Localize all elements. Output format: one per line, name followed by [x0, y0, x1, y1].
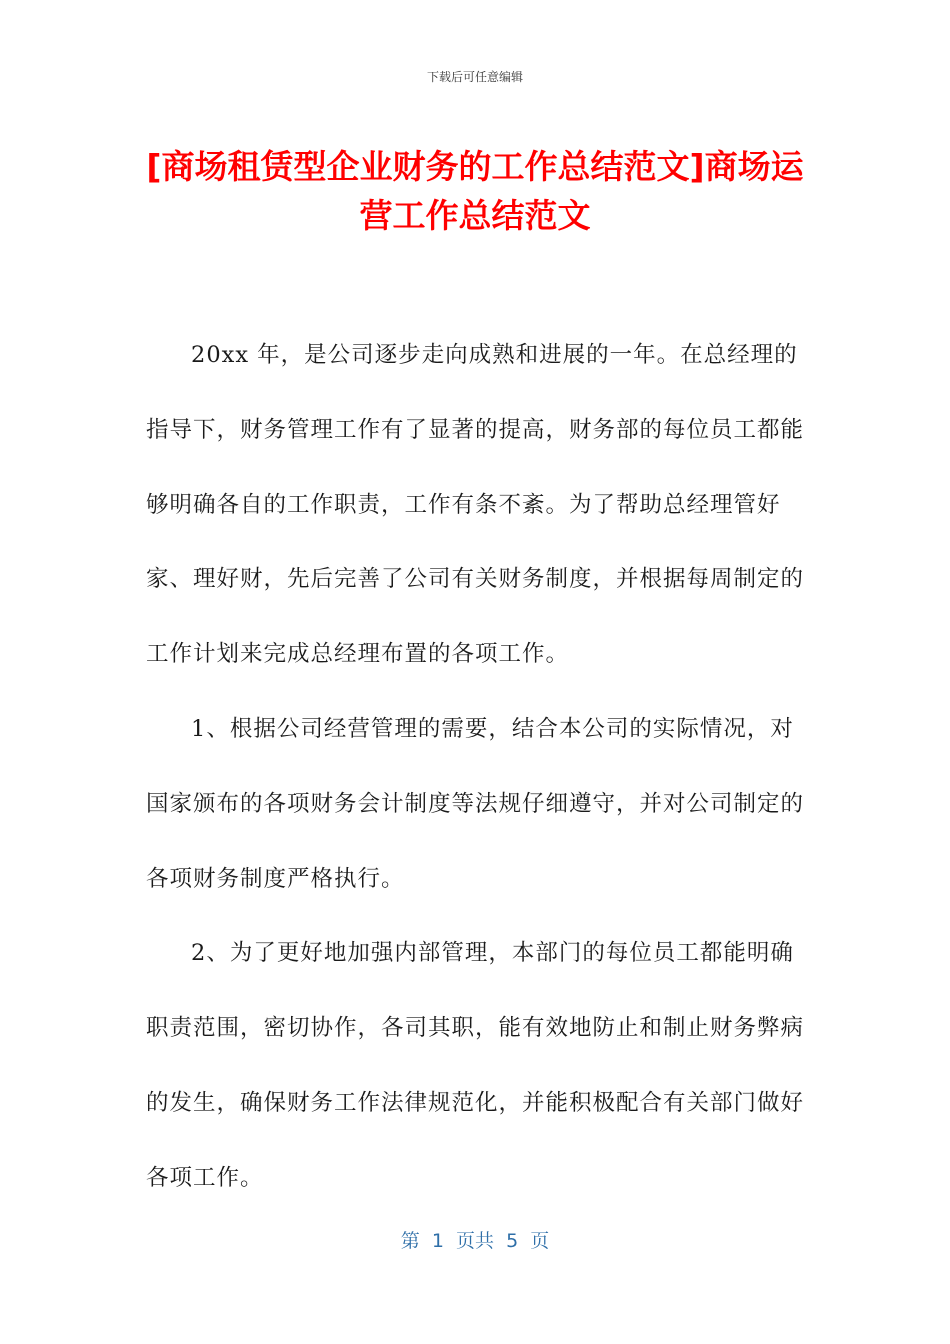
paragraph-item-2: 2、为了更好地加强内部管理，本部门的每位员工都能明确职责范围，密切协作，各司其职，能有效地防止和制止财务弊病的发生，确保财务工作法律规范化，并能积极配合有关部门做好各项工作。: [146, 940, 805, 1191]
page-footer: 第 1 页共 5 页: [400, 1230, 550, 1252]
paragraph-intro: 20xx 年，是公司逐步走向成熟和进展的一年。在总经理的指导下，财务管理工作有了显著的提高，财务部的每位员工都能够明确各自的工作职责，工作有条不紊。为了帮助总经理管好家、理好财，先后完善了公司有关财务制度，并根据每周制定的工作计划来完成总经理布置的各项工作。: [146, 342, 805, 668]
document-title: [商场租赁型企业财务的工作总结范文]商场运营工作总结范文: [146, 147, 804, 235]
header-note: 下载后可任意编辑: [426, 70, 523, 84]
paragraph-item-1: 1、根据公司经营管理的需要，结合本公司的实际情况，对国家颁布的各项财务会计制度等法规仔细遵守，并对公司制定的各项财务制度严格执行。: [146, 715, 805, 892]
document-body: [146, 318, 806, 1216]
